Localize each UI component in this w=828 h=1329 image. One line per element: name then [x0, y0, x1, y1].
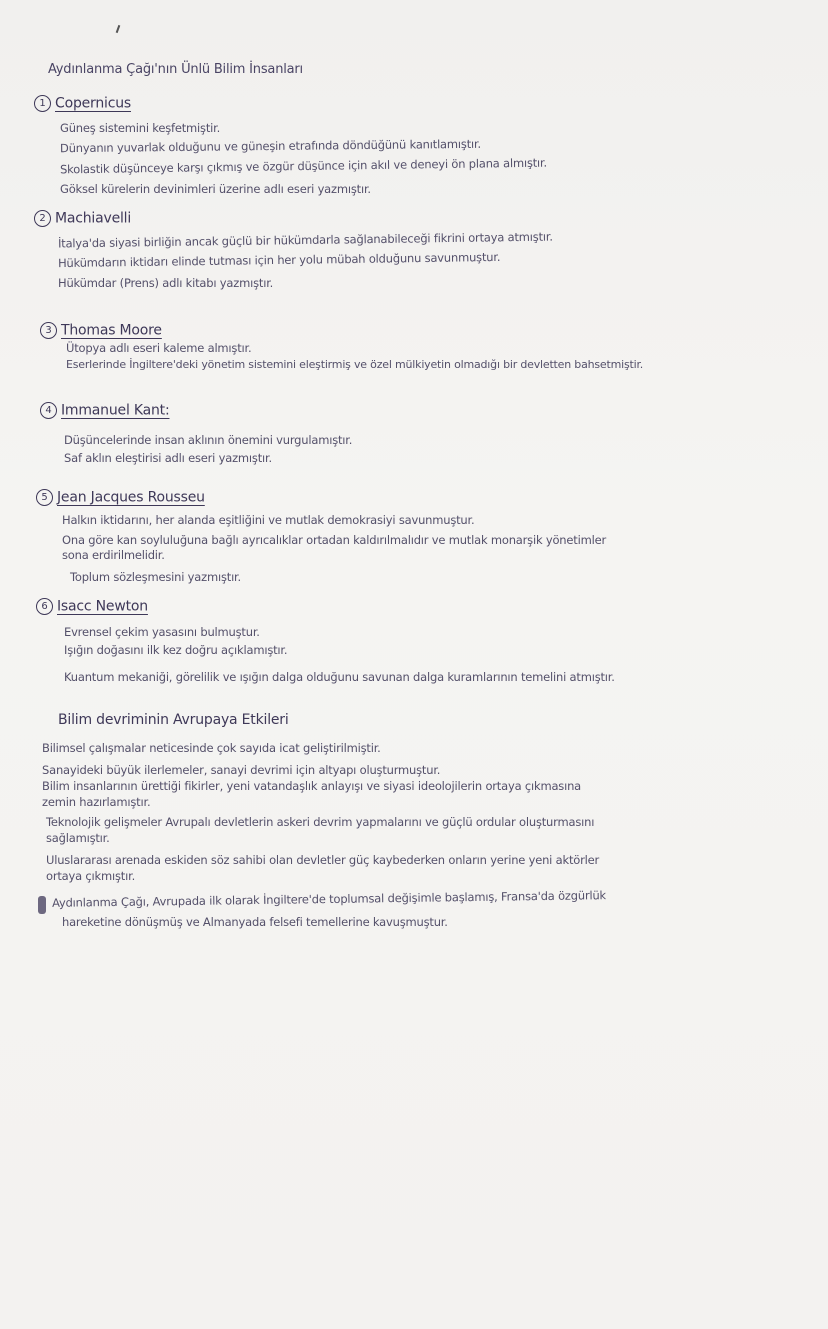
section-number: 1 — [34, 95, 51, 112]
pen-mark — [116, 25, 121, 33]
section-number: 4 — [40, 402, 57, 419]
section-heading-copernicus — [34, 95, 131, 112]
note-line: Dünyanın yuvarlak olduğunu ve güneşin etrafında döndüğünü kanıtlamıştır. — [59, 136, 481, 156]
note-line: Bilim insanlarının ürettiği fikirler, yeni vatandaşlık anlayışı ve siyasi ideolojilerin ortaya çıkmasına — [42, 779, 582, 793]
section-heading-rousseau — [36, 489, 205, 506]
note-line: Ona göre kan soyluluğuna bağlı ayrıcalıklar ortadan kaldırılmalıdır ve mutlak monarşik yönetimler — [62, 533, 606, 547]
section-number: 2 — [34, 210, 51, 227]
section-name: Copernicus — [55, 95, 131, 112]
section-heading-immanuel-kant — [40, 402, 169, 419]
note-line: Kuantum mekaniği, görelilik ve ışığın dalga olduğunu savunan dalga kuramlarının temelini atmıştır. — [64, 670, 615, 684]
note-line: Düşüncelerinde insan aklının önemini vurgulamıştır. — [64, 433, 353, 447]
section-name: Machiavelli — [55, 210, 132, 227]
section-number: 3 — [40, 322, 57, 339]
section-name: Thomas Moore — [61, 322, 162, 339]
note-line: sağlamıştır. — [46, 831, 110, 845]
section-heading-thomas-moore — [40, 322, 162, 339]
section-heading-newton — [36, 598, 148, 615]
note-line: İtalya'da siyasi birliğin ancak güçlü bir hükümdarla sağlanabileceği fikrini ortaya atmıştır. — [57, 229, 553, 251]
section-number: 6 — [36, 598, 53, 615]
section-name: Isacc Newton — [57, 598, 148, 615]
note-line: Uluslararası arenada eskiden söz sahibi olan devletler güç kaybederken onların yerine yeni aktörler — [46, 853, 600, 867]
note-line: Işığın doğasını ilk kez doğru açıklamıştır. — [64, 643, 288, 657]
note-line: Halkın iktidarını, her alanda eşitliğini ve mutlak demokrasiyi savunmuştur. — [62, 513, 475, 527]
section-heading-machiavelli — [34, 210, 131, 227]
note-line: Toplum sözleşmesini yazmıştır. — [70, 570, 241, 584]
note-line: Evrensel çekim yasasını bulmuştur. — [64, 625, 260, 639]
section-name: Immanuel Kant: — [61, 402, 170, 419]
note-line: hareketine dönüşmüş ve Almanyada felsefi temellerine kavuşmuştur. — [62, 915, 448, 929]
note-line: Bilimsel çalışmalar neticesinde çok sayıda icat geliştirilmiştir. — [42, 741, 381, 755]
note-line: Hükümdarın iktidarı elinde tutması için her yolu mübah olduğunu savunmuştur. — [57, 249, 501, 271]
note-line: Güneş sistemini keşfetmiştir. — [60, 121, 221, 135]
note-line: Hükümdar (Prens) adlı kitabı yazmıştır. — [58, 276, 274, 290]
note-line: Eserlerinde İngiltere'deki yönetim sistemini eleştirmiş ve özel mülkiyetin olmadığı bir devletten bahsetmiştir. — [66, 358, 644, 371]
note-line: sona erdirilmelidir. — [62, 548, 165, 562]
note-line: zemin hazırlamıştır. — [42, 795, 151, 809]
note-line: Göksel kürelerin devinimleri üzerine adlı eseri yazmıştır. — [60, 182, 371, 196]
note-line: Saf aklın eleştirisi adlı eseri yazmıştır. — [64, 451, 272, 465]
page-title: Aydınlanma Çağı'nın Ünlü Bilim İnsanları — [48, 62, 303, 77]
note-line: Aydınlanma Çağı, Avrupada ilk olarak İngiltere'de toplumsal değişimle başlamış, Fransa'da özgürlük — [51, 888, 607, 910]
section-name: Jean Jacques Rousseu — [57, 489, 205, 506]
note-line: Sanayideki büyük ilerlemeler, sanayi devrimi için altyapı oluşturmuştur. — [42, 763, 441, 777]
effects-heading: Bilim devriminin Avrupaya Etkileri — [58, 712, 289, 728]
note-line: ortaya çıkmıştır. — [46, 869, 136, 883]
bullet-icon — [38, 896, 46, 914]
note-line: Teknolojik gelişmeler Avrupalı devletlerin askeri devrim yapmalarını ve güçlü ordular oluşturmasını — [46, 815, 595, 829]
note-line: Ütopya adlı eseri kaleme almıştır. — [66, 341, 252, 355]
note-line: Skolastik düşünceye karşı çıkmış ve özgür düşünce için akıl ve deneyi ön plana almıştır. — [59, 155, 548, 177]
section-number: 5 — [36, 489, 53, 506]
